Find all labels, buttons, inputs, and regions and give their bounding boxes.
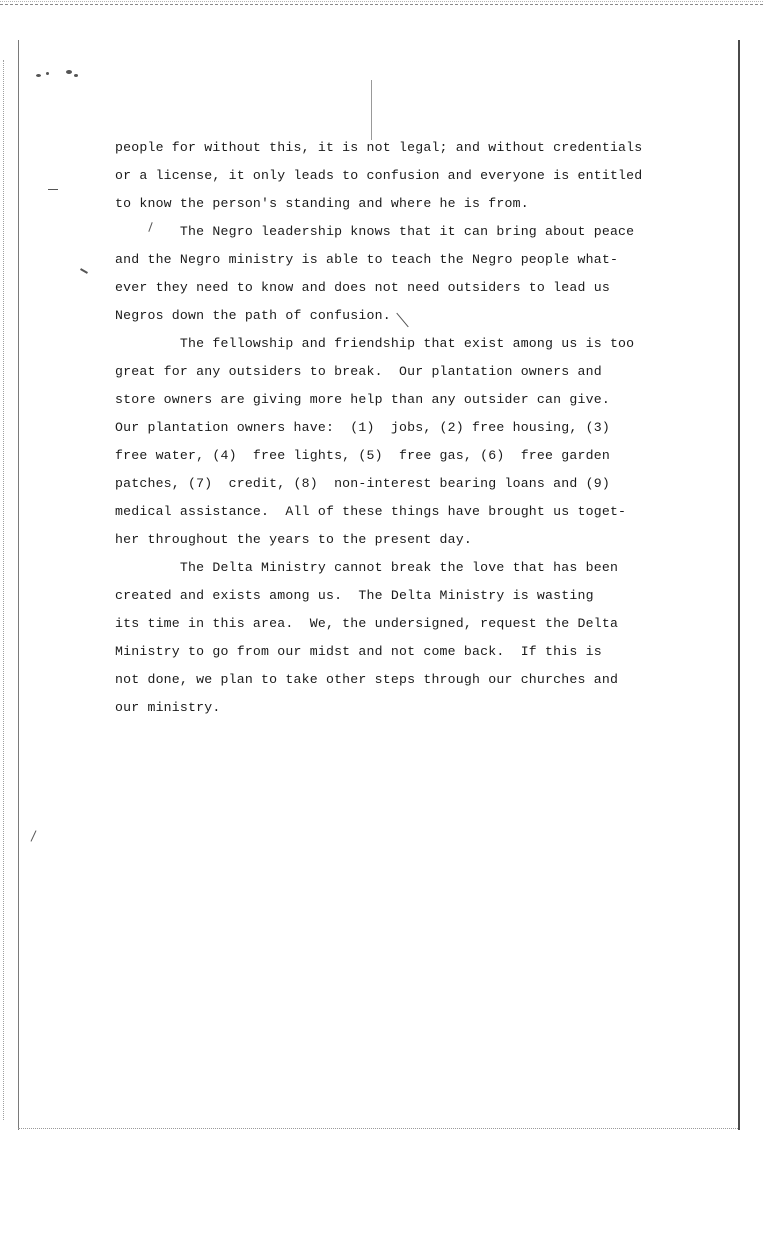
- text-line: her throughout the years to the present day.: [115, 532, 473, 547]
- text-line: and the Negro ministry is able to teach the Negro people what-: [115, 252, 619, 267]
- text-line: The fellowship and friendship that exist among us is too: [115, 336, 635, 351]
- scan-speck: [48, 189, 58, 190]
- scan-speck: [396, 313, 408, 327]
- scan-edge-right: [738, 40, 740, 1130]
- text-line: Ministry to go from our midst and not come back. If this is: [115, 644, 602, 659]
- text-line: medical assistance. All of these things have brought us toget-: [115, 504, 627, 519]
- scan-speck: [36, 74, 41, 77]
- scan-speck: [74, 74, 78, 77]
- text-line: Negros down the path of confusion.: [115, 308, 391, 323]
- text-line: store owners are giving more help than any outsider can give.: [115, 392, 610, 407]
- text-line: or a license, it only leads to confusion and everyone is entitled: [115, 168, 643, 183]
- text-line: The Delta Ministry cannot break the love that has been: [115, 560, 619, 575]
- text-line: created and exists among us. The Delta Ministry is wasting: [115, 588, 594, 603]
- scan-speck: [80, 268, 88, 274]
- scan-speck: [46, 72, 49, 75]
- text-line: not done, we plan to take other steps through our churches and: [115, 672, 619, 687]
- text-line: patches, (7) credit, (8) non-interest bearing loans and (9): [115, 476, 610, 491]
- text-line: Our plantation owners have: (1) jobs, (2) free housing, (3): [115, 420, 610, 435]
- text-line: to know the person's standing and where he is from.: [115, 196, 529, 211]
- scan-edge-top: [0, 4, 763, 5]
- text-line: ever they need to know and does not need outsiders to lead us: [115, 280, 610, 295]
- text-line: people for without this, it is not legal; and without credentials: [115, 140, 643, 155]
- scan-edge-bottom: [18, 1128, 738, 1129]
- text-line: The Negro leadership knows that it can bring about peace: [115, 224, 635, 239]
- scan-edge-top-dotted: [0, 1, 763, 2]
- scan-speck: [31, 830, 37, 841]
- text-line: great for any outsiders to break. Our plantation owners and: [115, 364, 602, 379]
- text-line: its time in this area. We, the undersigned, request the Delta: [115, 616, 619, 631]
- scan-speck: [66, 70, 72, 74]
- text-line: free water, (4) free lights, (5) free gas, (6) free garden: [115, 448, 610, 463]
- scan-edge-left: [18, 40, 19, 1130]
- scan-speck: [371, 80, 372, 140]
- scan-edge-left-dotted: [3, 60, 4, 1120]
- text-line: our ministry.: [115, 700, 221, 715]
